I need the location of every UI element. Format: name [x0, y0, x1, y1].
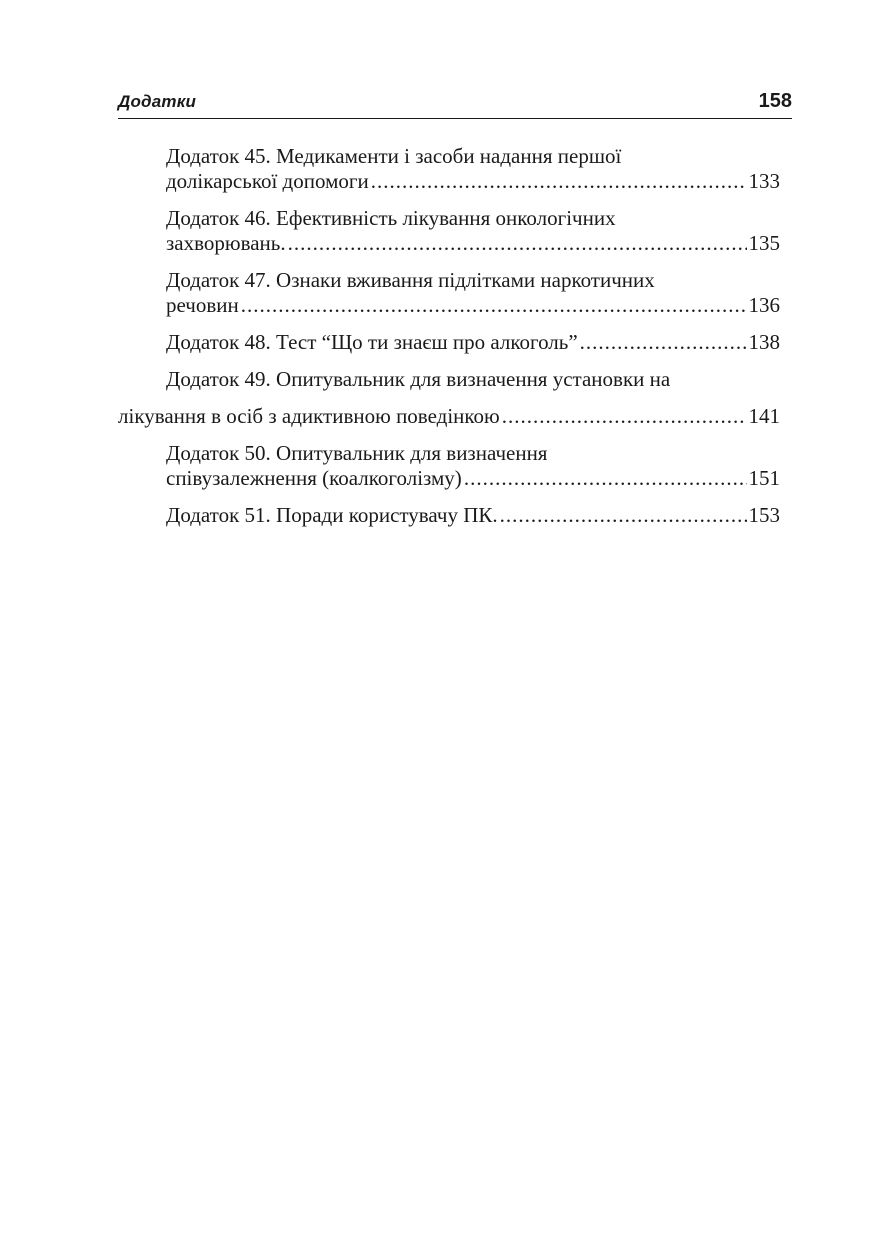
toc-entry-title-line — [166, 441, 780, 466]
toc-entry-title-line — [118, 367, 780, 392]
toc-entry-page: 133 — [748, 169, 780, 193]
toc-entry-title-cont: співузалежнення (коалкоголізму) — [166, 466, 462, 490]
toc-entry-51[interactable] — [118, 503, 780, 528]
toc-entry-page: 138 — [748, 330, 780, 354]
toc-entry-46[interactable] — [118, 206, 780, 256]
toc-entry-page: 141 — [748, 404, 780, 428]
toc-entry-title-line — [166, 268, 780, 293]
toc-entry-title-line — [166, 206, 780, 231]
toc-entry-50[interactable] — [118, 441, 780, 491]
toc-entry-title: Додаток 50. Опитувальник для визначення — [166, 441, 548, 465]
dot-leader — [288, 231, 747, 256]
dot-leader — [371, 169, 747, 194]
toc-entry-48[interactable] — [118, 330, 780, 355]
dot-leader — [241, 293, 747, 318]
toc-entry-title: Додаток 46. Ефективність лікування онкологічних — [166, 206, 616, 230]
toc-entry-title-cont: речовин — [166, 293, 239, 317]
page-number: 158 — [758, 90, 792, 112]
toc-entry-title-cont: лікування в осіб з адиктивною поведінкою — [118, 404, 500, 428]
toc-entry-continuation-line — [118, 404, 780, 429]
dot-leader — [500, 503, 747, 528]
dot-leader — [502, 404, 747, 429]
toc-entry-page: 151 — [748, 466, 780, 490]
toc-entry-page: 135 — [748, 231, 780, 255]
toc-entry-title: Додаток 45. Медикаменти і засоби надання першої — [166, 144, 622, 168]
toc-entry-title: Додаток 47. Ознаки вживання підлітками наркотичних — [166, 268, 655, 292]
toc-entry-page: 136 — [748, 293, 780, 317]
toc-entry-title-line — [166, 144, 780, 169]
toc-entry-47[interactable] — [118, 268, 780, 318]
toc-entry-49[interactable] — [118, 367, 780, 429]
toc-entry-title: Додаток 49. Опитувальник для визначення установки на — [166, 367, 671, 391]
toc-entry-page: 153 — [748, 503, 780, 527]
toc-entry-title-line — [166, 503, 780, 528]
dot-leader — [580, 330, 747, 355]
section-title: Додатки — [118, 92, 197, 111]
toc-entry-title: Додаток 51. Поради користувачу ПК. — [166, 503, 498, 527]
toc-entry-title-cont: долікарської допомоги — [166, 169, 369, 193]
toc-entry-continuation-line — [166, 231, 780, 256]
toc-entry-45[interactable] — [118, 144, 780, 194]
toc-entry-title: Додаток 48. Тест “Що ти знаєш про алкоголь” — [166, 330, 578, 354]
toc-entry-continuation-line — [166, 466, 780, 491]
table-of-contents — [118, 144, 780, 528]
toc-entry-continuation-line — [166, 169, 780, 194]
toc-entry-continuation-line — [166, 293, 780, 318]
toc-entry-title-line — [166, 330, 780, 355]
running-header — [118, 88, 792, 119]
dot-leader — [464, 466, 747, 491]
toc-entry-title-cont: захворювань. — [166, 231, 286, 255]
